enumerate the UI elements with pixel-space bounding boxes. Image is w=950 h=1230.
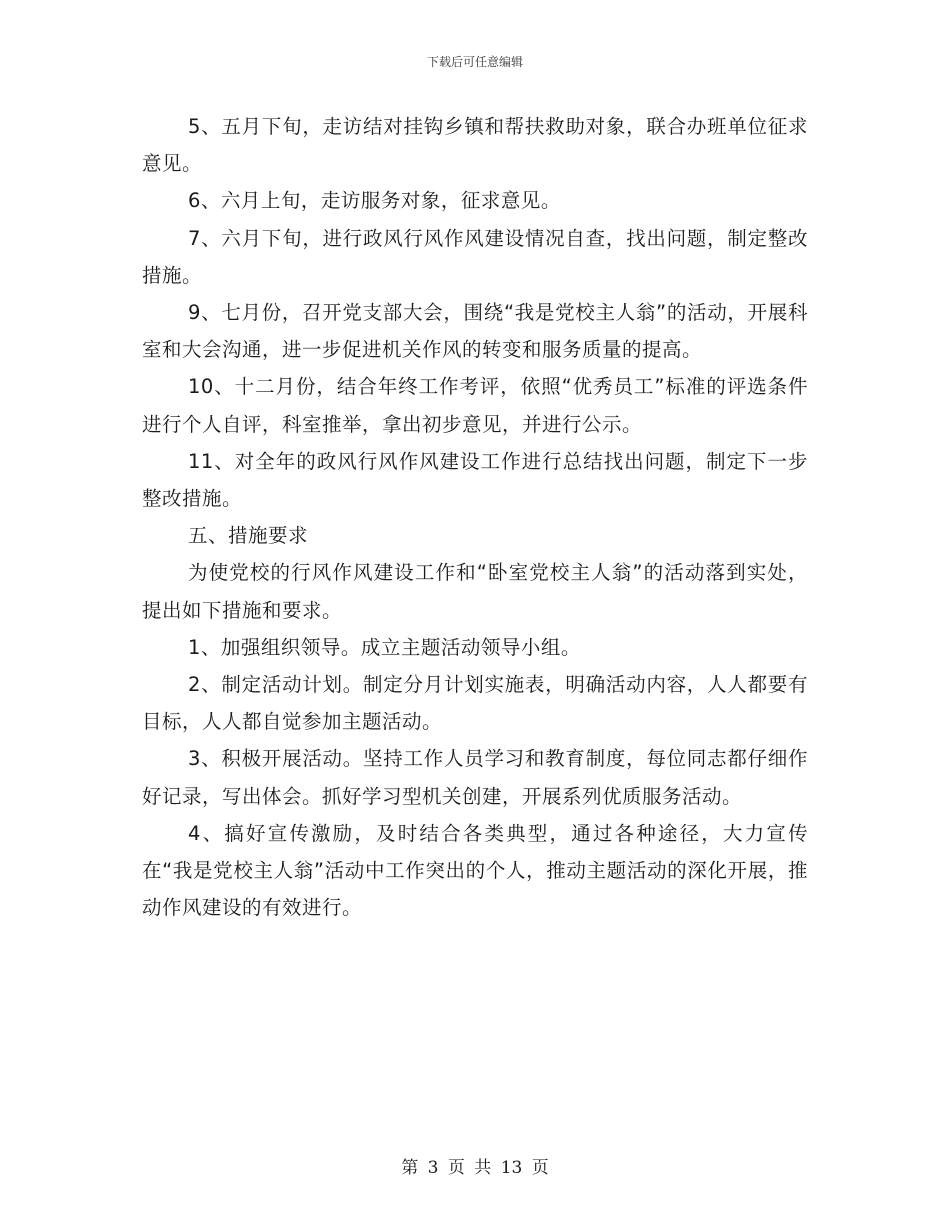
paragraph-item-10: 10、十二月份，结合年终工作考评，依照“优秀员工”标准的评选条件进行个人自评，科室推举，拿出初步意见，并进行公示。 (142, 375, 808, 436)
section-heading-measures: 五、措施要求 (188, 524, 309, 548)
document-body (142, 108, 808, 926)
page-header: 下载后可任意编辑 (426, 55, 523, 69)
section-intro-paragraph: 为使党校的行风作风建设工作和“卧室党校主人翁”的活动落到实处，提出如下措施和要求。 (142, 561, 808, 622)
paragraph-item-9: 9、七月份，召开党支部大会，围绕“我是党校主人翁”的活动，开展科室和大会沟通，进一步促进机关作风的转变和服务质量的提高。 (142, 301, 808, 362)
paragraph-item-11: 11、对全年的政风行风作风建设工作进行总结找出问题，制定下一步整改措施。 (142, 449, 808, 511)
paragraph-item-6: 6、六月上旬，走访服务对象，征求意见。 (188, 189, 561, 213)
measure-item-3: 3、积极开展活动。坚持工作人员学习和教育制度，每位同志都仔细作好记录，写出体会。抓好学习型机关创建，开展系列优质服务活动。 (142, 747, 808, 808)
page-number-footer: 第 3 页 共 13 页 (401, 1158, 549, 1178)
paragraph-item-5: 5、五月下旬，走访结对挂钩乡镇和帮扶救助对象，联合办班单位征求意见。 (142, 115, 808, 176)
measure-item-4: 4、搞好宣传激励，及时结合各类典型，通过各种途径，大力宣传在“我是党校主人翁”活动中工作突出的个人，推动主题活动的深化开展，推动作风建设的有效进行。 (142, 821, 808, 920)
measure-item-2: 2、制定活动计划。制定分月计划实施表，明确活动内容，人人都要有目标，人人都自觉参加主题活动。 (142, 673, 808, 734)
measure-item-1: 1、加强组织领导。成立主题活动领导小组。 (188, 635, 581, 659)
paragraph-item-7: 7、六月下旬，进行政风行风作风建设情况自查，找出问题，制定整改措施。 (142, 226, 808, 287)
